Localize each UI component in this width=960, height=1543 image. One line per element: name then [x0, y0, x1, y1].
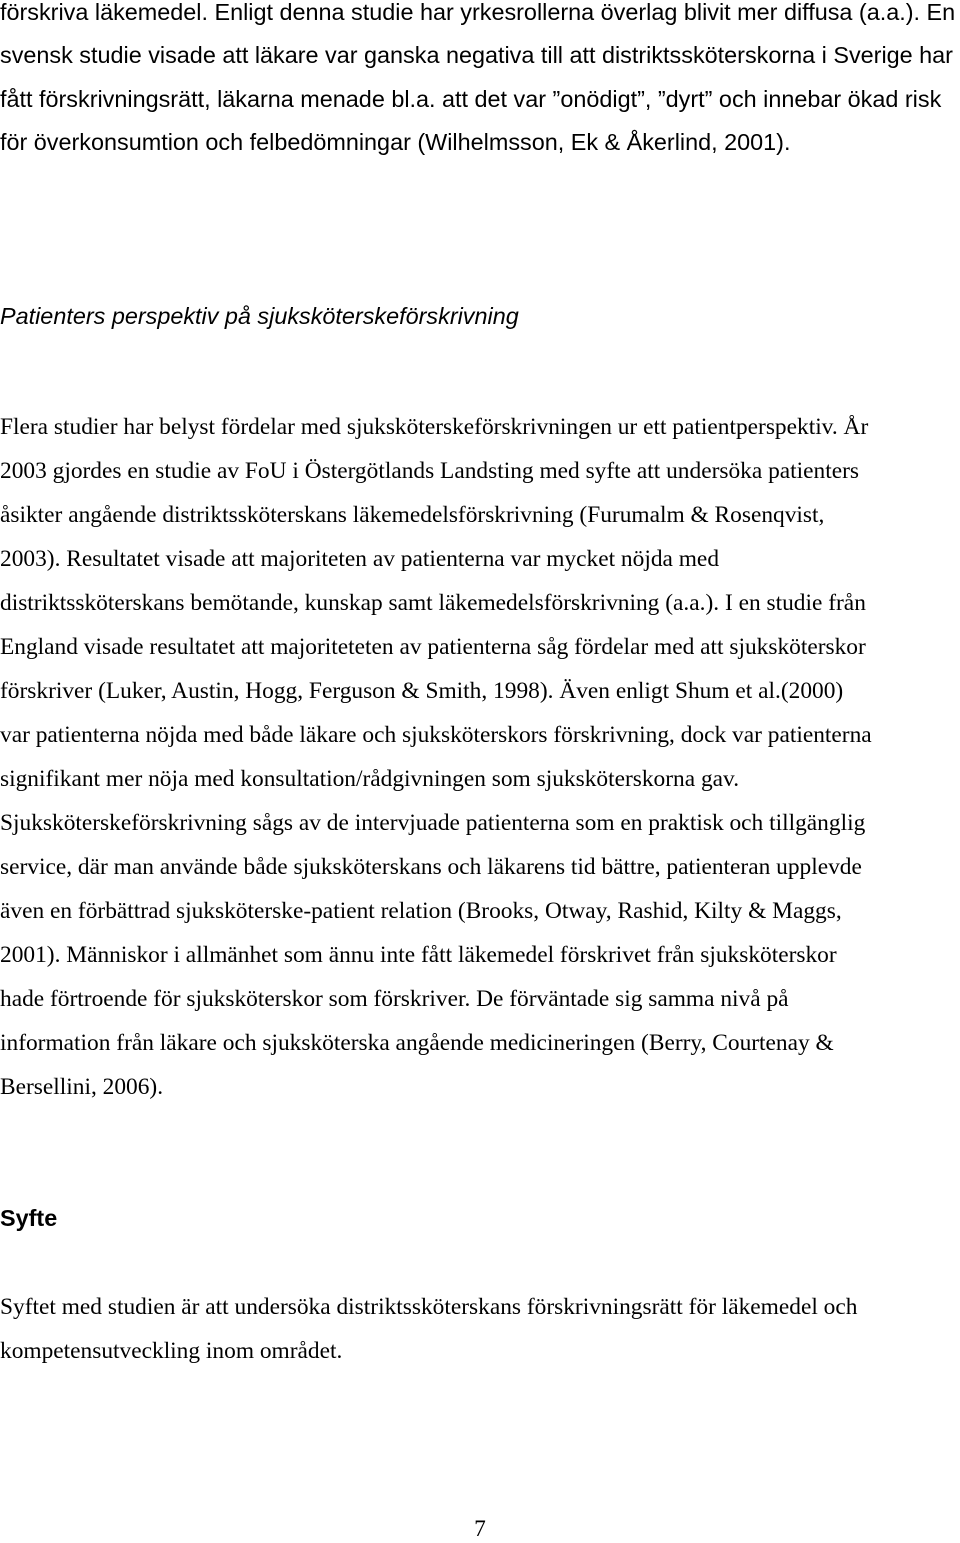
page-number: 7 — [474, 1516, 486, 1542]
text-line: 2003). Resultatet visade att majoriteten av patienterna var mycket nöjda med — [0, 546, 720, 572]
text-line: Bersellini, 2006). — [0, 1074, 164, 1100]
text-line: åsikter angående distriktssköterskans läkemedelsförskrivning (Furumalm & Rosenqvist, — [0, 502, 825, 528]
text-line: service, där man använde både sjuksköterskans och läkarens tid bättre, patienteran upplevde — [0, 854, 862, 880]
text-line: svensk studie visade att läkare var ganska negativa till att distriktssköterskorna i Sverige har — [0, 42, 953, 68]
text-line: hade förtroende för sjuksköterskor som förskriver. De förväntade sig samma nivå på — [0, 986, 789, 1012]
text-line: för överkonsumtion och felbedömningar (Wilhelmsson, Ek & Åkerlind, 2001). — [0, 129, 791, 155]
text-line: förskriver (Luker, Austin, Hogg, Ferguson & Smith, 1998). Även enligt Shum et al.(2000) — [0, 678, 844, 704]
text-line: 2001). Människor i allmänhet som ännu inte fått läkemedel förskrivet från sjuksköterskor — [0, 942, 837, 968]
text-line: var patienterna nöjda med både läkare och sjuksköterskors förskrivning, dock var patienterna — [0, 722, 872, 748]
text-line: signifikant mer nöja med konsultation/rådgivningen som sjuksköterskorna gav. — [0, 766, 740, 792]
text-line: information från läkare och sjuksköterska angående medicineringen (Berry, Courtenay & — [0, 1030, 834, 1056]
text-line: Flera studier har belyst fördelar med sjuksköterskeförskrivningen ur ett patientperspektiv. År — [0, 414, 869, 440]
text-line: även en förbättrad sjuksköterske-patient relation (Brooks, Otway, Rashid, Kilty & Maggs, — [0, 898, 842, 924]
text-line: kompetensutveckling inom området. — [0, 1338, 343, 1364]
text-line: 2003 gjordes en studie av FoU i Östergötlands Landsting med syfte att undersöka patienters — [0, 458, 860, 484]
text-line: Syftet med studien är att undersöka distriktssköterskans förskrivningsrätt för läkemedel och — [0, 1294, 858, 1320]
text-line: England visade resultatet att majoriteteten av patienterna såg fördelar med att sjuksköterskor — [0, 634, 866, 660]
section-heading: Patienters perspektiv på sjuksköterskeförskrivning — [0, 303, 519, 329]
text-line: Sjuksköterskeförskrivning sågs av de intervjuade patienterna som en praktisk och tillgänglig — [0, 810, 866, 836]
section-heading-syfte: Syfte — [0, 1205, 58, 1231]
text-line: fått förskrivningsrätt, läkarna menade bl.a. att det var ”onödigt”, ”dyrt” och innebar ökad risk — [0, 86, 942, 112]
text-line: distriktssköterskans bemötande, kunskap samt läkemedelsförskrivning (a.a.). I en studie från — [0, 590, 866, 616]
text-line: förskriva läkemedel. Enligt denna studie har yrkesrollerna överlag blivit mer diffusa (a.a.). En — [0, 0, 956, 25]
